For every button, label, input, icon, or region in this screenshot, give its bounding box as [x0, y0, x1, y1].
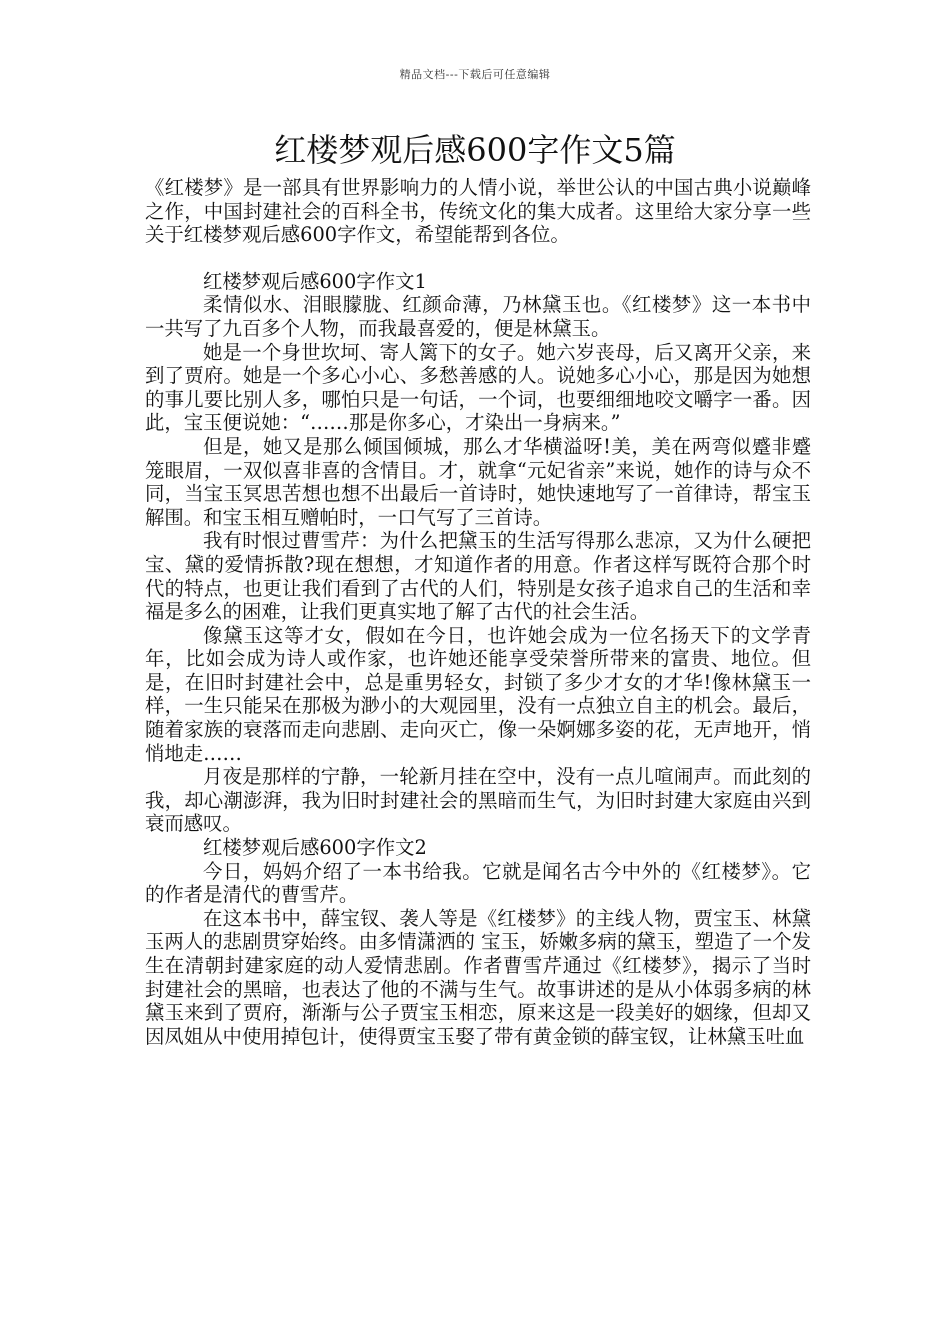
essay-2-heading: 红楼梦观后感600字作文2: [203, 836, 427, 860]
essay-2-paragraph: 今日，妈妈介绍了一本书给我。它就是闻名古今中外的《红楼梦》。它的作者是清代的曹雪芹。: [145, 859, 811, 907]
essay-1-paragraph: 她是一个身世坎坷、寄人篱下的女子。她六岁丧母，后又离开父亲，来到了贾府。她是一个多心小心、多愁善感的人。说她多心小心，那是因为她想的事儿要比别人多，哪怕只是一句话，一个词，也要细细地咬文嚼字一番。因此，宝玉便说她：“……那是你多心，才染出一身病来。”: [145, 340, 811, 435]
document-body: [145, 176, 811, 1048]
essay-1-paragraph: 我有时恨过曹雪芹：为什么把黛玉的生活写得那么悲凉，又为什么硬把宝、黛的爱情拆散?现在想想，才知道作者的用意。作者这样写既符合那个时代的特点，也更让我们看到了古代的人们，特别是女孩子追求自己的生活和幸福是多么的困难，让我们更真实地了解了古代的社会生活。: [145, 529, 811, 624]
essay-1-paragraph: 月夜是那样的宁静，一轮新月挂在空中，没有一点儿喧闹声。而此刻的我，却心潮澎湃，我为旧时封建社会的黑暗而生气，为旧时封建大家庭由兴到衰而感叹。: [145, 765, 811, 836]
essay-1-paragraph: 柔情似水、泪眼朦胧、红颜命薄，乃林黛玉也。《红楼梦》这一本书中一共写了九百多个人物，而我最喜爱的，便是林黛玉。: [145, 293, 811, 340]
essay-1-paragraph: 像黛玉这等才女，假如在今日，也许她会成为一位名扬天下的文学青年，比如会成为诗人或作家，也许她还能享受荣誉所带来的富贵、地位。但是，在旧时封建社会中，总是重男轻女，封锁了多少才女的才华!像林黛玉一样，一生只能呆在那极为渺小的大观园里，没有一点独立自主的机会。最后，随着家族的衰落而走向悲剧、走向灭亡，像一朵婀娜多姿的花，无声地开，悄悄地走……: [145, 623, 811, 765]
header-note: 精品文档---下载后可任意编辑: [399, 68, 551, 81]
essay-1-heading: 红楼梦观后感600字作文1: [203, 269, 427, 293]
intro-paragraph: 《红楼梦》是一部具有世界影响力的人情小说，举世公认的中国古典小说巅峰之作，中国封建社会的百科全书，传统文化的集大成者。这里给大家分享一些关于红楼梦观后感600字作文，希望能帮到各位。: [145, 176, 811, 247]
essay-1-paragraph: 但是，她又是那么倾国倾城，那么才华横溢呀!美，美在两弯似蹙非蹙笼眼眉，一双似喜非喜的含情目。才，就拿“元妃省亲”来说，她作的诗与众不同，当宝玉冥思苦想也想不出最后一首诗时，她快速地写了一首律诗，帮宝玉解围。和宝玉相互赠帕时，一口气写了三首诗。: [145, 434, 811, 529]
document-title: 红楼梦观后感600字作文5篇: [274, 131, 676, 169]
essay-2-paragraph: 在这本书中，薛宝钗、袭人等是《红楼梦》的主线人物，贾宝玉、林黛玉两人的悲剧贯穿始终。由多情潇洒的 宝玉，娇嫩多病的黛玉，塑造了一个发生在清朝封建家庭的动人爱情悲剧。作者曹雪芹通过《红楼梦》，揭示了当时封建社会的黑暗，也表达了他的不满与生气。故事讲述的是从小体弱多病的林黛玉来到了贾府，渐渐与公子贾宝玉相恋，原来这是一段美好的姻缘，但却又因凤姐从中使用掉包计，使得贾宝玉娶了带有黄金锁的薛宝钗，让林黛玉吐血: [145, 906, 811, 1048]
